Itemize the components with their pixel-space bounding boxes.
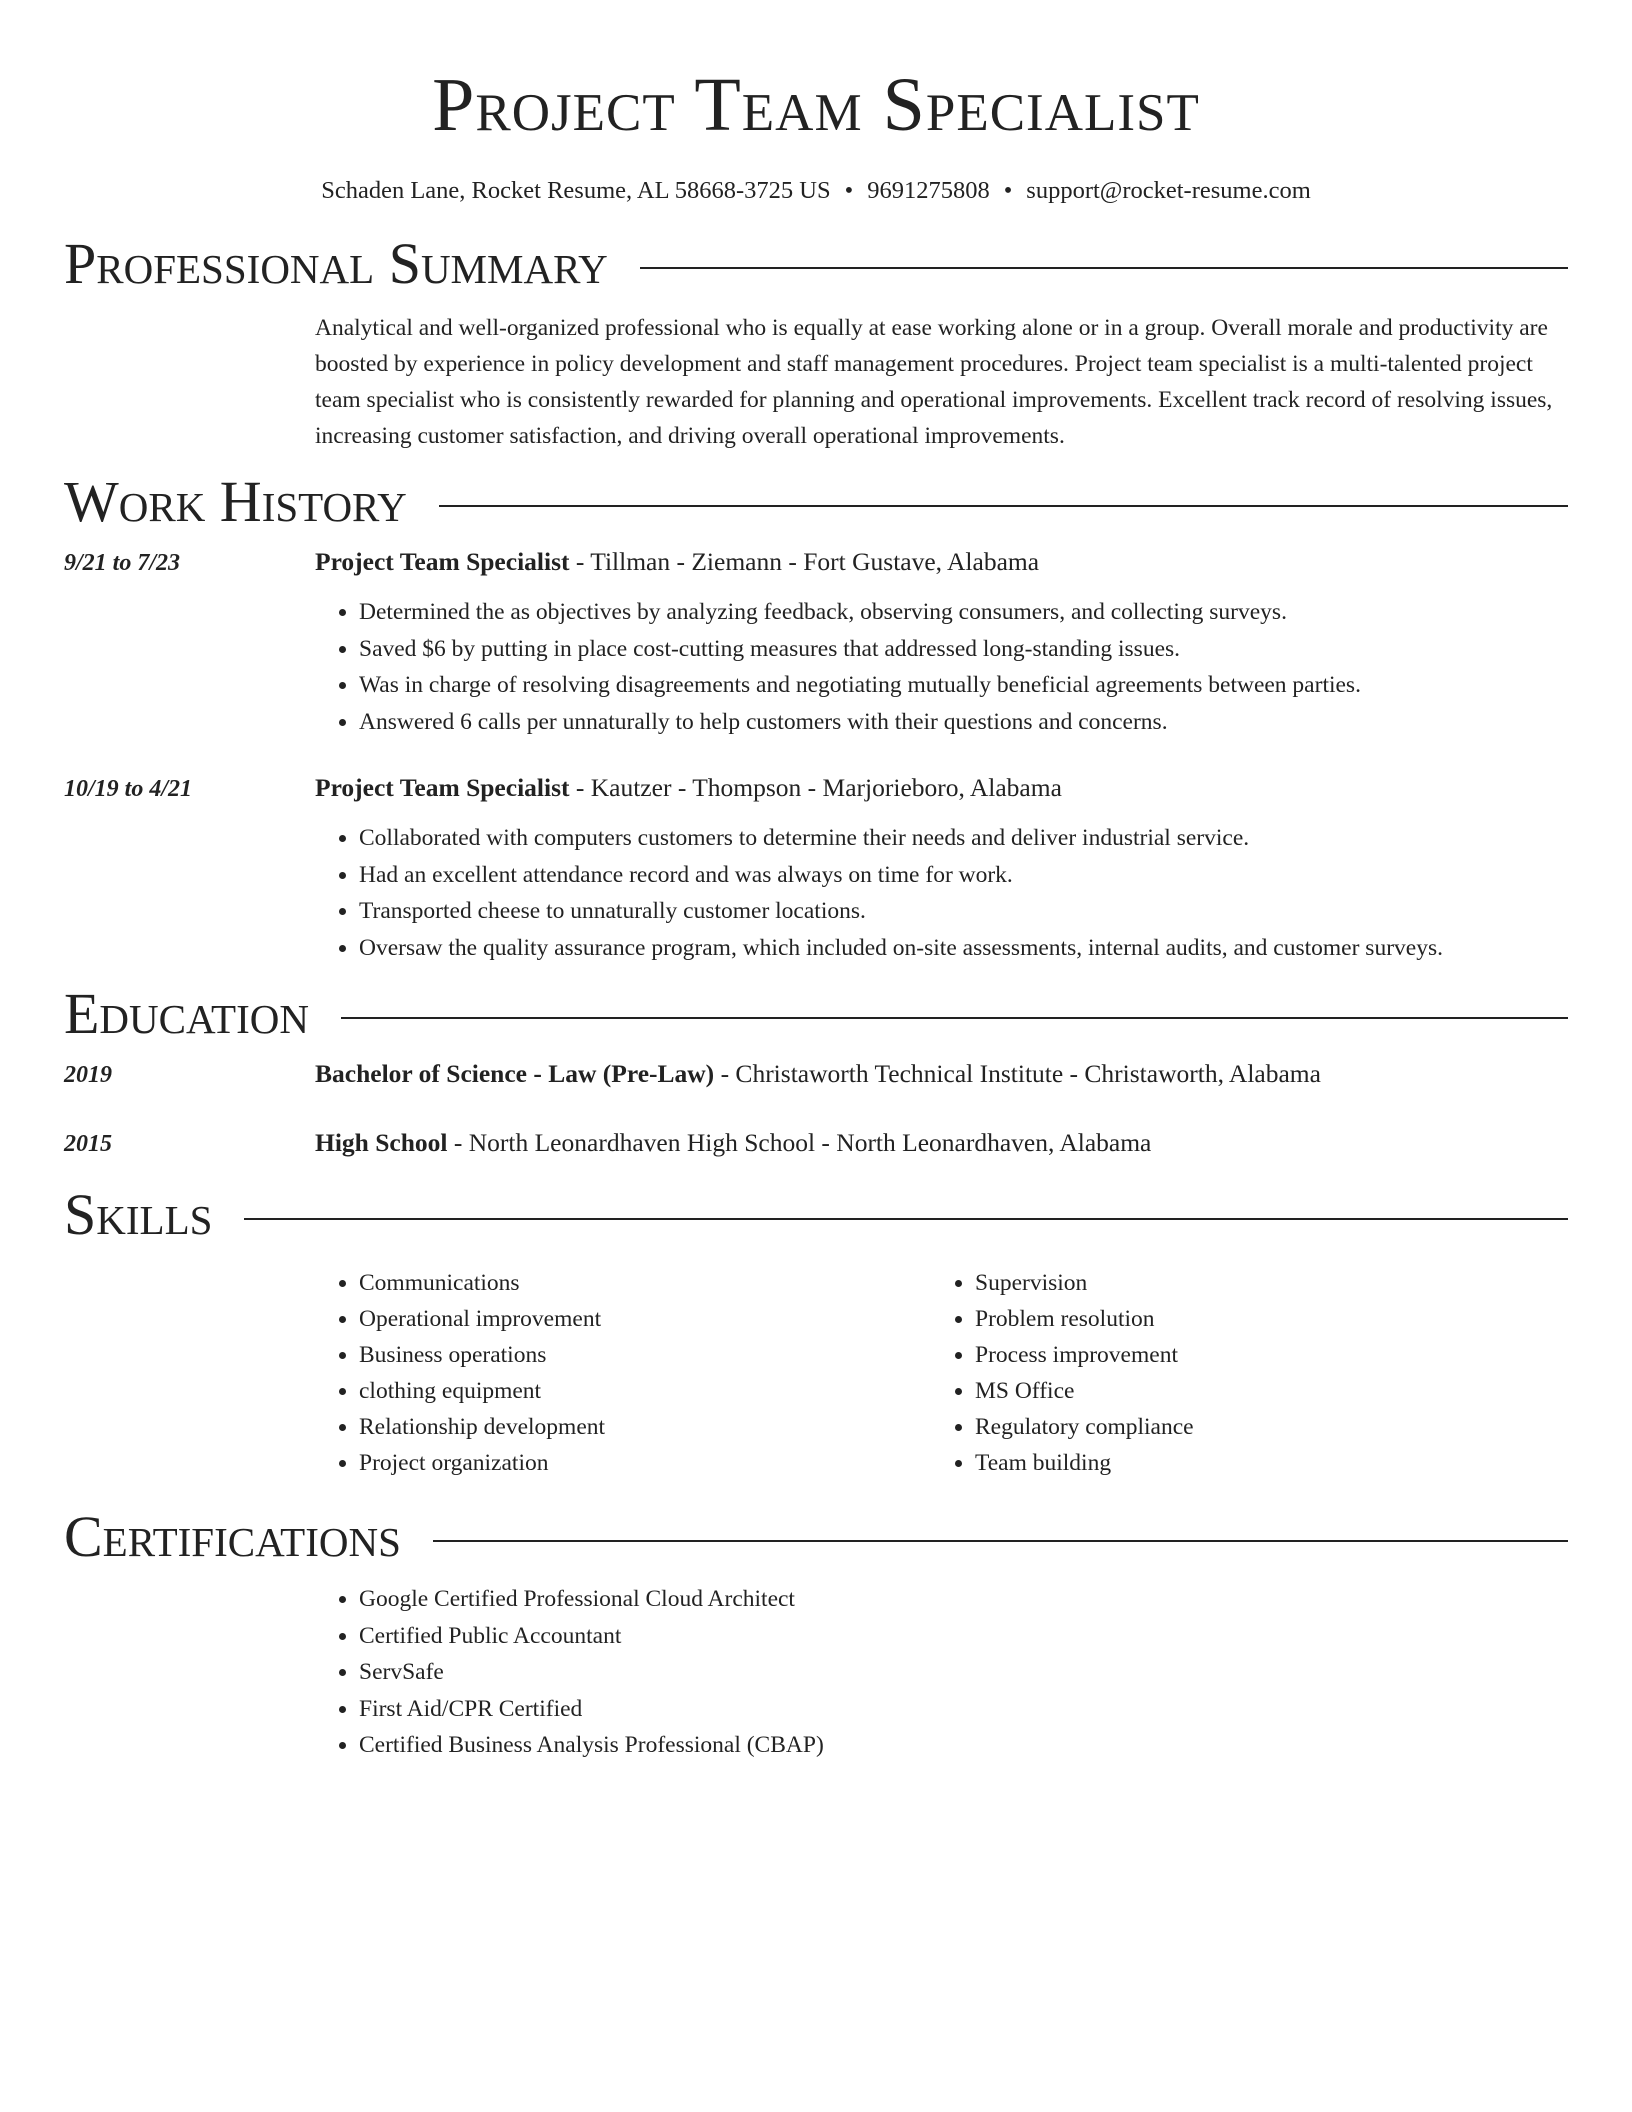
education-section-header [64, 980, 1568, 1048]
resume-page [64, 0, 1568, 1764]
skill-item: • Business operations [359, 1337, 931, 1373]
skill-item: • Process improvement [975, 1337, 1547, 1373]
certifications-section-header [64, 1503, 1568, 1571]
list-item: • Oversaw the quality assurance program, which included on-site assessments, internal audits, and customer surveys. [359, 930, 1568, 967]
list-item: • Collaborated with computers customers to determine their needs and deliver industrial service. [359, 820, 1568, 857]
separator-dot: • [1003, 177, 1013, 204]
work-entry [64, 770, 1568, 966]
certification-item: • ServSafe [359, 1654, 1568, 1691]
list-item: • Answered 6 calls per unnaturally to help customers with their questions and concerns. [359, 704, 1568, 741]
work-role: Project Team Specialist [315, 547, 570, 576]
certification-item: • Certified Public Accountant [359, 1618, 1568, 1655]
contact-line [64, 174, 1568, 208]
list-item: • Determined the as objectives by analyzing feedback, observing consumers, and collecting surveys. [359, 594, 1568, 631]
section-title-summary: Professional Summary [64, 231, 608, 296]
email: support@rocket-resume.com [1026, 177, 1311, 204]
summary-section-header [64, 230, 1568, 298]
section-divider [640, 267, 1568, 269]
skill-item: • MS Office [975, 1373, 1547, 1409]
section-title-certifications: Certifications [64, 1504, 401, 1569]
work-dates: 10/19 to 4/21 [64, 776, 193, 802]
skill-item: • Relationship development [359, 1409, 931, 1445]
education-entry [64, 1125, 1568, 1161]
list-item: • Transported cheese to unnaturally customer locations. [359, 893, 1568, 930]
address: Schaden Lane, Rocket Resume, AL 58668-3725 US [321, 177, 831, 204]
skill-item: • Project organization [359, 1445, 931, 1481]
certifications-list [315, 1581, 1568, 1764]
education-entry [64, 1056, 1568, 1092]
candidate-name: Project Team Specialist [432, 63, 1200, 147]
section-divider [433, 1540, 1568, 1542]
work-entry [64, 544, 1568, 740]
section-divider [244, 1218, 1568, 1220]
certification-item: • First Aid/CPR Certified [359, 1691, 1568, 1728]
skill-item: • clothing equipment [359, 1373, 931, 1409]
list-item: • Had an excellent attendance record and was always on time for work. [359, 857, 1568, 894]
education-year: 2019 [64, 1062, 112, 1088]
skills-column-right [931, 1265, 1547, 1481]
work-role: Project Team Specialist [315, 773, 570, 802]
work-title [315, 544, 1039, 580]
education-year: 2015 [64, 1131, 112, 1157]
certification-item: • Google Certified Professional Cloud Architect [359, 1581, 1568, 1618]
education-details: - North Leonardhaven High School - North Leonardhaven, Alabama [447, 1128, 1152, 1157]
education-degree: Bachelor of Science - Law (Pre-Law) [315, 1059, 715, 1088]
work-details: - Tillman - Ziemann - Fort Gustave, Alabama [569, 547, 1040, 576]
work-bullets [315, 594, 1568, 740]
skill-item: • Communications [359, 1265, 931, 1301]
work-dates: 9/21 to 7/23 [64, 550, 181, 576]
work-title [315, 770, 1062, 806]
skill-item: • Supervision [975, 1265, 1547, 1301]
work-bullets [315, 820, 1568, 966]
list-item: • Was in charge of resolving disagreements and negotiating mutually beneficial agreements between parties. [359, 667, 1568, 704]
education-title [315, 1125, 1151, 1161]
summary-text: Analytical and well-organized professional who is equally at ease working alone or in a group. Overall morale and productivity are boosted by experience in policy development and staff management procedures. Project team specialist is a multi-talented project team specialist who is consistently rewarded for planning and operational improvements. Excellent track record of resolving issues, increasing customer satisfaction, and driving overall operational improvements. [315, 315, 1553, 449]
skill-item: • Problem resolution [975, 1301, 1547, 1337]
skills-list [315, 1265, 1568, 1481]
section-title-education: Education [64, 981, 309, 1046]
skill-item: • Operational improvement [359, 1301, 931, 1337]
section-divider [439, 505, 1568, 507]
work-details: - Kautzer - Thompson - Marjorieboro, Alabama [569, 773, 1062, 802]
education-title [315, 1056, 1321, 1092]
skills-column-left [315, 1265, 931, 1481]
section-title-work: Work History [64, 469, 407, 534]
list-item: • Saved $6 by putting in place cost-cutting measures that addressed long-standing issues. [359, 631, 1568, 668]
section-title-skills: Skills [64, 1182, 213, 1247]
separator-dot: • [844, 177, 854, 204]
skills-section-header [64, 1181, 1568, 1249]
work-section-header [64, 468, 1568, 536]
certification-item: • Certified Business Analysis Professional (CBAP) [359, 1727, 1568, 1764]
phone: 9691275808 [867, 177, 990, 204]
section-divider [341, 1017, 1568, 1019]
skill-item: • Team building [975, 1445, 1547, 1481]
education-details: - Christaworth Technical Institute - Christaworth, Alabama [714, 1059, 1321, 1088]
skill-item: • Regulatory compliance [975, 1409, 1547, 1445]
education-degree: High School [315, 1128, 448, 1157]
